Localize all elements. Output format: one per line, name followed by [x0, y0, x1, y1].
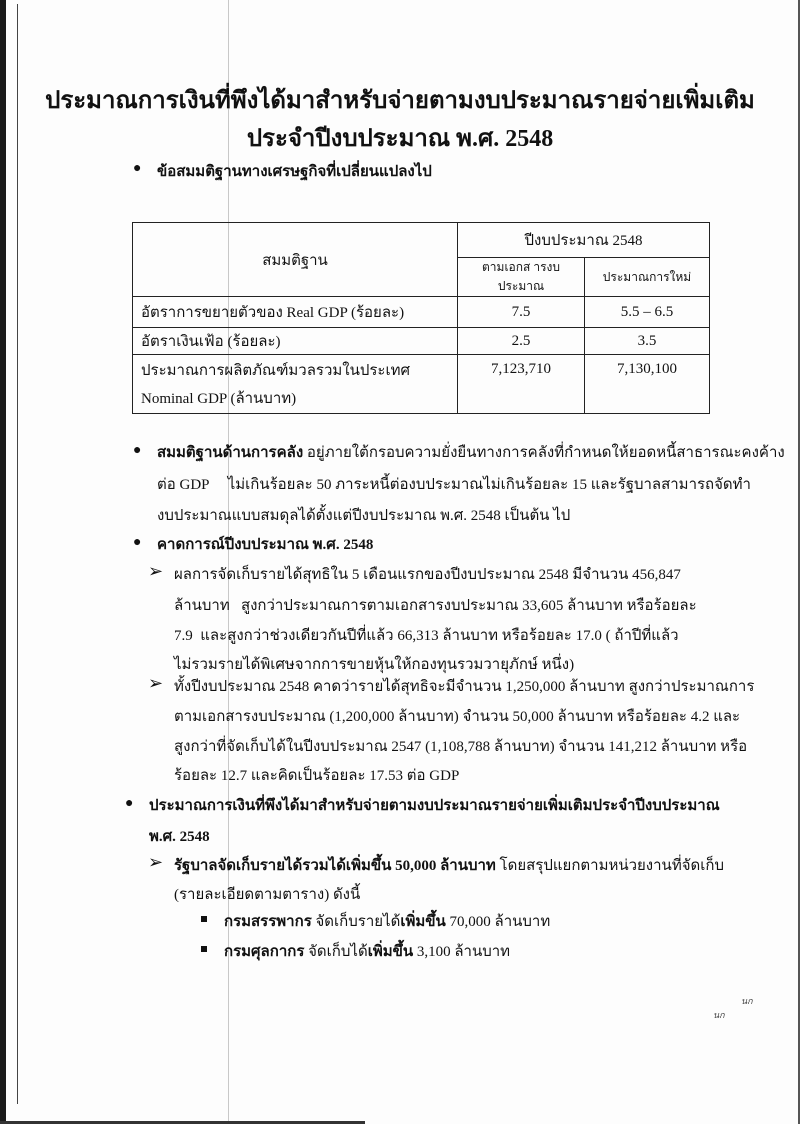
arrow-bullet-icon: ➢ [148, 852, 164, 872]
cell-new-estimate: 5.5 – 6.5 [585, 297, 710, 328]
cell-budget-doc: 2.5 [458, 328, 585, 355]
bullet-icon: ● [133, 161, 142, 176]
initials-mark: นก [741, 996, 753, 1006]
agency-text: จัดเก็บรายได้ [311, 914, 401, 930]
forecast-item1-line: ผลการจัดเก็บรายได้สุทธิใน 5 เดือนแรกของปีงบประมาณ 2548 มีจำนวน 456,847 [174, 567, 681, 583]
section-heading-revenue-estimate: ประมาณการเงินที่พึงได้มาสำหรับจ่ายตามงบประมาณรายจ่ายเพิ่มเติมประจำปีงบประมาณ [149, 798, 720, 814]
fiscal-assumption-line1 [157, 440, 785, 464]
assumptions-table [132, 222, 710, 414]
table-header-budget-doc: ตามเอกส ารงบประมาณ [458, 258, 585, 297]
fiscal-assumption-line3: งบประมาณแบบสมดุลได้ตั้งแต่ปีงบประมาณ พ.ศ. 2548 เป็นต้น ไป [157, 508, 571, 524]
agency-name: กรมศุลกากร [224, 944, 305, 960]
table-header-fiscal-year: ปีงบประมาณ 2548 [458, 223, 710, 258]
forecast-item1-line: ไม่รวมรายได้พิเศษจากการขายหุ้นให้กองทุนรวมวายุภักษ์ หนึ่ง) [174, 657, 575, 673]
row-label: อัตราเงินเฟ้อ (ร้อยละ) [133, 328, 458, 355]
revenue-summary-line1 [174, 853, 724, 877]
scan-border-left [0, 0, 6, 1124]
revenue-summary-line2: (รายละเอียดตามตาราง) ดังนี้ [174, 887, 361, 903]
section-heading-economic-assumptions: ข้อสมมติฐานทางเศรษฐกิจที่เปลี่ยนแปลงไป [157, 164, 432, 180]
agency-amount: 3,100 ล้านบาท [413, 944, 511, 960]
agency-amount: 70,000 ล้านบาท [445, 914, 551, 930]
bullet-icon: ● [133, 535, 142, 550]
fiscal-assumption-lead: สมมติฐานด้านการคลัง [157, 445, 304, 461]
forecast-item2-line: สูงกว่าที่จัดเก็บได้ในปีงบประมาณ 2547 (1,108,788 ล้านบาท) จำนวน 141,212 ล้านบาท หรือ [174, 739, 748, 755]
fiscal-assumption-text: อยู่ภายใต้กรอบความยั่งยืนทางการคลังที่กำหนดให้ยอดหนี้สาธารณะคงค้าง [303, 445, 785, 461]
page-title: ประมาณการเงินที่พึงได้มาสำหรับจ่ายตามงบประมาณรายจ่ายเพิ่มเติม [45, 88, 755, 114]
agency-name: กรมสรรพากร [224, 914, 312, 930]
table-row [133, 297, 710, 328]
agency-increase-label: เพิ่มขึ้น [367, 944, 414, 960]
table-row [133, 355, 710, 414]
revenue-summary-bold: รัฐบาลจัดเก็บรายได้รวมได้เพิ่มขึ้น 50,000 ล้านบาท [174, 858, 496, 874]
forecast-item2-line: ตามเอกสารงบประมาณ (1,200,000 ล้านบาท) จำนวน 50,000 ล้านบาท หรือร้อยละ 4.2 และ [174, 709, 741, 725]
forecast-item1-line: ล้านบาท สูงกว่าประมาณการตามเอกสารงบประมาณ 33,605 ล้านบาท หรือร้อยละ [174, 598, 697, 614]
revenue-summary-text: โดยสรุปแยกตามหน่วยงานที่จัดเก็บ [495, 858, 724, 874]
cell-new-estimate: 3.5 [585, 328, 710, 355]
square-bullet-icon [201, 946, 207, 952]
section-heading-forecast: คาดการณ์ปีงบประมาณ พ.ศ. 2548 [157, 537, 374, 553]
forecast-item2-line: ร้อยละ 12.7 และคิดเป็นร้อยละ 17.53 ต่อ GDP [174, 768, 460, 784]
cell-new-estimate: 7,130,100 [585, 355, 710, 414]
initials-mark: นก [713, 1010, 725, 1020]
forecast-item2-line: ทั้งปีงบประมาณ 2548 คาดว่ารายได้สุทธิจะมีจำนวน 1,250,000 ล้านบาท สูงกว่าประมาณการ [174, 679, 755, 695]
square-bullet-icon [201, 916, 207, 922]
arrow-bullet-icon: ➢ [148, 561, 164, 581]
row-label [133, 355, 458, 414]
table-row [133, 328, 710, 355]
fiscal-assumption-line2: ต่อ GDP ไม่เกินร้อยละ 50 ภาระหนี้ต่องบประมาณไม่เกินร้อยละ 15 และรัฐบาลสามารถจัดทำ [157, 477, 751, 493]
row-label: อัตราการขยายตัวของ Real GDP (ร้อยละ) [133, 297, 458, 328]
bullet-icon: ● [133, 443, 142, 458]
agency-text: จัดเก็บได้ [304, 944, 368, 960]
cell-budget-doc: 7,123,710 [458, 355, 585, 414]
table-header-new-estimate: ประมาณการใหม่ [585, 258, 710, 297]
scan-artifact-line [17, 4, 18, 1104]
row-label-line2: Nominal GDP (ล้านบาท) [141, 391, 297, 407]
bullet-icon: ● [125, 796, 134, 811]
row-label-line1: ประมาณการผลิตภัณฑ์มวลรวมในประเทศ [141, 363, 411, 379]
cell-budget-doc: 7.5 [458, 297, 585, 328]
forecast-item1-line: 7.9 และสูงกว่าช่วงเดียวกันปีที่แล้ว 66,313 ล้านบาท หรือร้อยละ 17.0 ( ถ้าปีที่แล้ว [174, 628, 679, 644]
agency-item [224, 909, 550, 933]
table-header-assumption: สมมติฐาน [133, 223, 458, 297]
agency-increase-label: เพิ่มขึ้น [400, 914, 446, 930]
page-subtitle: ประจำปีงบประมาณ พ.ศ. 2548 [246, 126, 554, 152]
arrow-bullet-icon: ➢ [148, 673, 164, 693]
agency-item [224, 939, 510, 963]
section-heading-revenue-estimate-line2: พ.ศ. 2548 [149, 829, 210, 845]
